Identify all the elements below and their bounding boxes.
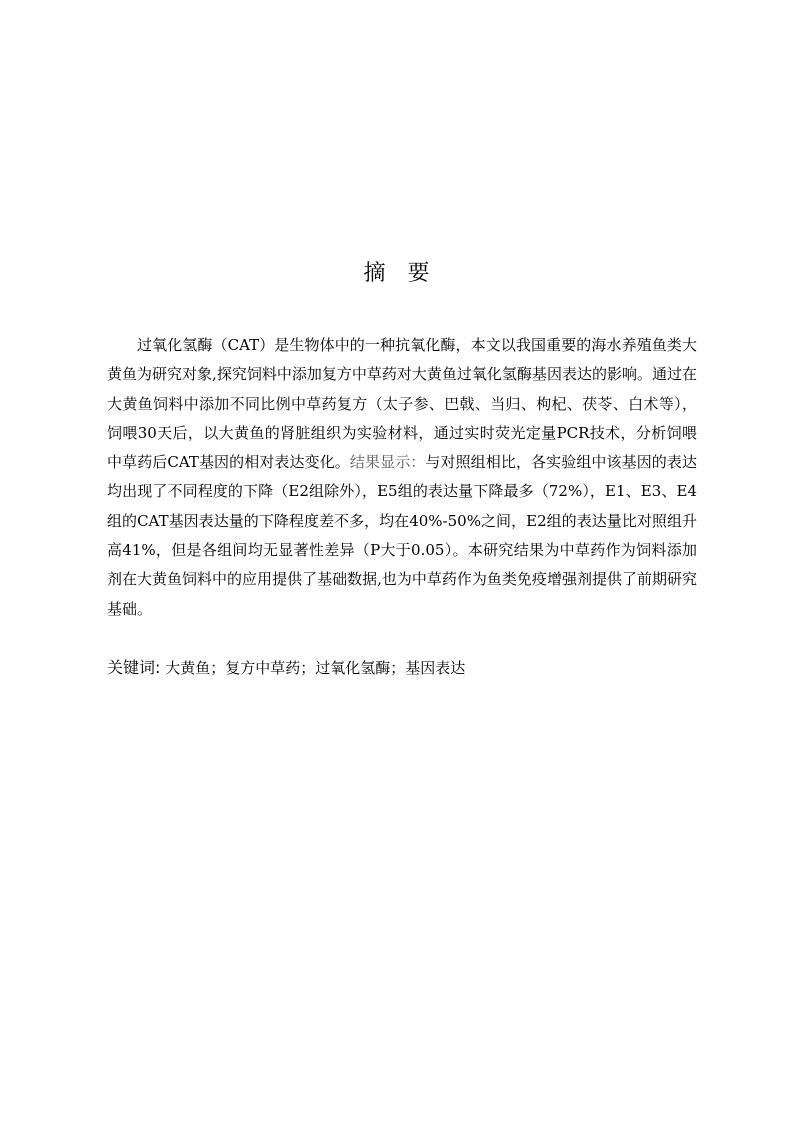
abstract-text-part-2: 与对照组相比，各实验组中该基因的表达均出现了不同程度的下降（E2组除外），E5组的表达量下降最多（72%），E1、E3、E4组的CAT基因表达量的下降程度差不多，均在40%-50%之间，E2组的表达量比对照组升高41%，但是各组间均无显著性差异（P大于0.05）。本研究结果为中草药作为饲料添加剂在大黄鱼饲料中的应用提供了基础数据,也为中草药作为鱼类免疫增强剂提供了前期研究基础。 (107, 453, 697, 618)
page-title (0, 258, 793, 290)
abstract-paragraph (107, 331, 697, 624)
keywords-colon: : (155, 658, 161, 677)
keywords-line (107, 655, 697, 681)
keywords-text: 大黄鱼；复方中草药；过氧化氢酶；基因表达 (165, 659, 466, 677)
title-char-1: 摘 (363, 261, 386, 286)
title-char-2: 要 (407, 261, 430, 286)
keywords-label: 关键词 (107, 658, 156, 677)
abstract-results-label: 结果显示： (349, 453, 426, 472)
abstract-text-part-1: 过氧化氢酶（CAT）是生物体中的一种抗氧化酶，本文以我国重要的海水养殖鱼类大黄鱼为研究对象,探究饲料中添加复方中草药对大黄鱼过氧化氢酶基因表达的影响。通过在大黄鱼饲料中添加不同比例中草药复方（太子参、巴戟、当归、枸杞、茯苓、白术等），饲喂30天后，以大黄鱼的肾脏组织为实验材料，通过实时荧光定量PCR技术，分析饲喂中草药后CAT基因的相对表达变化。 (107, 336, 697, 472)
